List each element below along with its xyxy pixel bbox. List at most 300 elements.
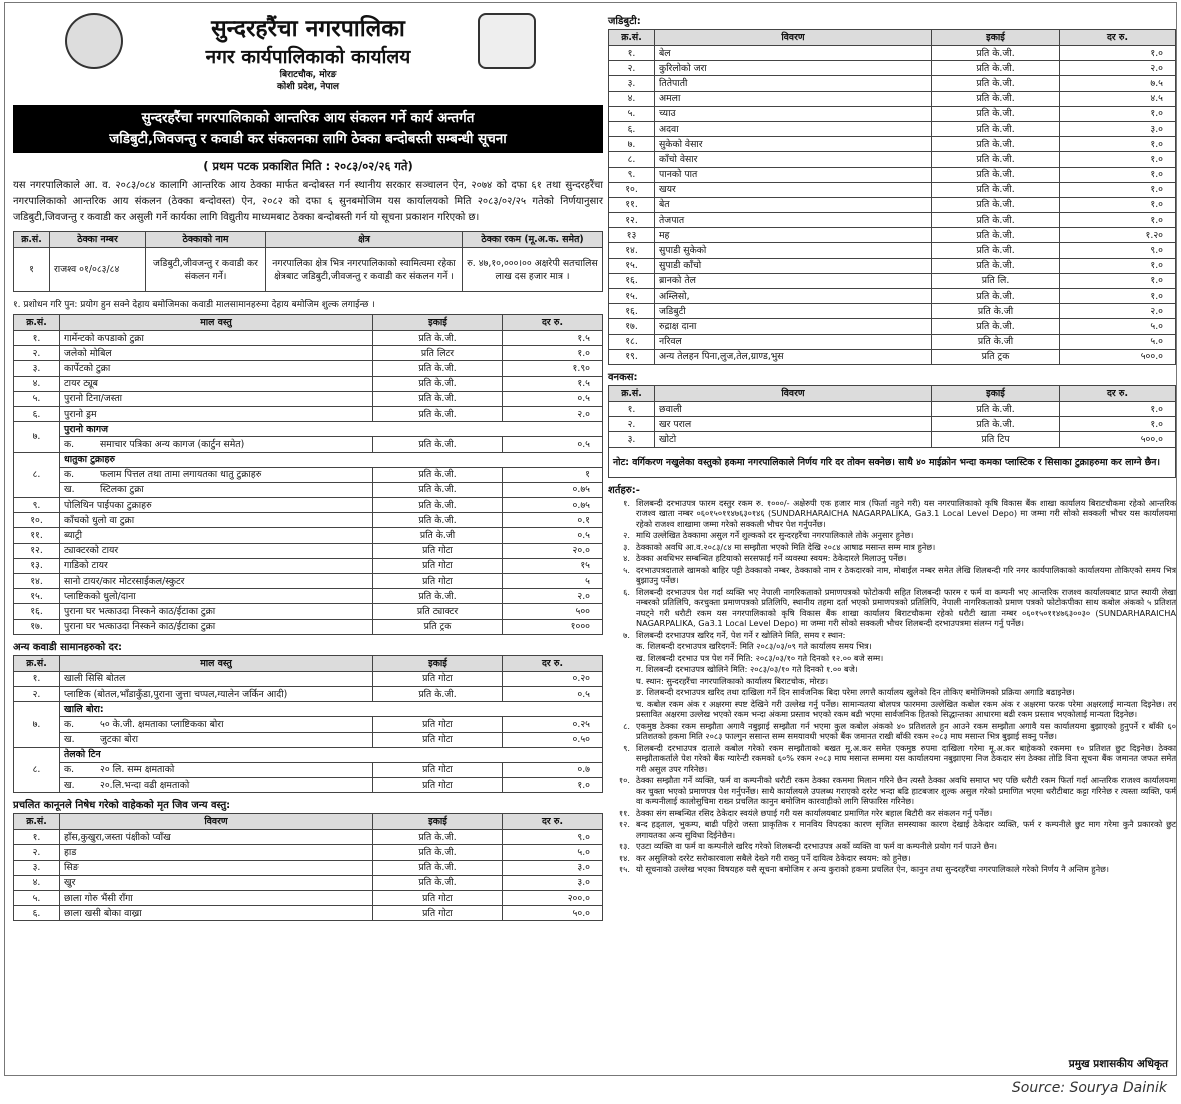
table-cell: १.० (1060, 137, 1176, 152)
forest-title: वनकस: (608, 371, 638, 383)
table-cell: १०. (14, 513, 60, 528)
table-cell: प्रति के.जी. (373, 498, 503, 513)
table-cell: ३. (14, 860, 60, 875)
table-cell: १. (14, 671, 60, 686)
term-item (608, 630, 1176, 641)
table-header: इकाई (373, 655, 503, 671)
term-item (608, 641, 1176, 652)
table-cell: प्रति के.जी. (932, 106, 1060, 121)
table-cell: धातुका टुक्राहरु (60, 452, 603, 467)
term-text: यो सूचनाको उल्लेख भएका विषयहरु यसै सूचना बमोजिम र अन्य कुराको हकमा प्रचलित ऐन, कानुन तथा सुन्दरहरैंचा नगरपालिकाले गरेको निर्णय नै अन्तिम हुनेछ। (636, 864, 1110, 874)
table-row (609, 182, 1176, 197)
terms-title: शर्तहरु:- (608, 484, 640, 496)
term-item (608, 743, 1176, 775)
other-title: अन्य कवाडी सामानहरुको दर: (13, 641, 123, 653)
table-row (14, 498, 603, 513)
table-cell: छाला गोरु भैंसी राँगा (60, 891, 373, 906)
sub-label: ख. (64, 779, 75, 791)
term-number (608, 676, 636, 687)
table-cell: खोटो (655, 432, 932, 447)
table-cell: सानो टायर/कार मोटरसाईकल/स्कुटर (60, 574, 373, 589)
term-number: १०. (618, 775, 630, 785)
table-header: इकाई (932, 385, 1060, 401)
animal-title: प्रचलित कानूनले निषेध गरेको वाहेकको मृत जिव जन्य वस्तु: (13, 800, 231, 812)
table-cell: अन्य तेलहन पिना,लुज,तेल,ग्राण्ड,भुस (655, 349, 932, 364)
table-cell: ८. (14, 452, 60, 498)
term-text: क. शिलबन्दी दरभाउपत्र खरिदगर्ने: मिति २०८३/०३/०९ गते कार्यालय समय भित्र। (636, 641, 872, 651)
sub-text: जुटका बोरा (100, 734, 139, 746)
table-cell: प्रति के.जी. (373, 589, 503, 604)
term-item (608, 565, 1176, 586)
sub-label: ख. (64, 484, 75, 496)
table-cell: २. (609, 61, 655, 76)
table-cell: २. (14, 845, 60, 860)
table-row (609, 334, 1176, 349)
term-item (608, 542, 1176, 553)
table-row (14, 906, 603, 921)
table-cell: ९. (609, 167, 655, 182)
table-cell: १ (503, 467, 603, 482)
table-header: माल वस्तु (60, 655, 373, 671)
table-cell: १.० (1060, 289, 1176, 304)
banner-line1: सुन्दरहरैंचा नगरपालिकाको आन्तरिक आय संकलन गर्ने कार्य अन्तर्गत (141, 110, 475, 126)
table-cell: १.० (1060, 401, 1176, 416)
table-row (14, 717, 603, 732)
table-row (14, 686, 603, 701)
table-cell: प्रति गोटा (373, 543, 503, 558)
table-cell: ०.५ (503, 437, 603, 452)
table-cell: च्याउ (655, 106, 932, 121)
table-cell: प्रति के.जी. (932, 137, 1060, 152)
sub-label: ख. (64, 734, 75, 746)
table-cell: ५००.० (1060, 349, 1176, 364)
term-number: १३. (618, 841, 630, 851)
header-subtitle: नगर कार्यपालिकाको कार्यालय (205, 46, 411, 68)
table-header: क्र.सं. (609, 385, 655, 401)
table-cell: ४. (609, 91, 655, 106)
table-header: क्र.सं. (14, 315, 60, 331)
scrap-table (13, 314, 603, 635)
table-row (14, 361, 603, 376)
table-cell: ३.० (1060, 121, 1176, 136)
table-cell: हाँस,कुखुरा,जस्ता पंक्षीको प्वाँख (60, 830, 373, 845)
table-cell: सुपाडी काँचो (655, 258, 932, 273)
table-cell: प्रति ट्रक (373, 619, 503, 634)
table-row (14, 830, 603, 845)
term-number: १४. (618, 852, 630, 863)
table-row (14, 331, 603, 346)
table-row (609, 61, 1176, 76)
table-cell: १२. (609, 213, 655, 228)
table-cell: प्रति के.जी. (932, 243, 1060, 258)
table-cell: प्रति के.जी. (932, 167, 1060, 182)
table-cell: पुरानो कागज (60, 422, 603, 437)
table-cell: ७. (14, 422, 60, 452)
table-cell: प्रति के.जी. (373, 860, 503, 875)
table-row (609, 401, 1176, 416)
table-cell: काँचको धुलो वा टुक्रा (60, 513, 373, 528)
table-cell: गार्मेन्टको कपडाको टुक्रा (60, 331, 373, 346)
table-cell: ७. (609, 137, 655, 152)
cell: १ (14, 248, 50, 292)
term-item (608, 687, 1176, 698)
table-row (609, 76, 1176, 91)
term-item (608, 853, 1176, 864)
banner-line2: जडिबुटी,जिवजन्तु र कवाडी कर संकलनका लागि ठेक्का बन्दोबस्ती सम्बन्धी सूचना (109, 131, 507, 147)
table-header: क्र.सं. (14, 655, 60, 671)
table-header: दर रु. (1060, 385, 1176, 401)
table-cell: अमला (655, 91, 932, 106)
header (13, 11, 603, 99)
table-cell: १.० (1060, 213, 1176, 228)
table-cell: ०.५ (503, 391, 603, 406)
table-cell: अम्लिसो, (655, 289, 932, 304)
table-cell: ०.७५ (503, 482, 603, 497)
table-cell: २.० (503, 406, 603, 421)
table-cell: १.० (1060, 417, 1176, 432)
table-header: दर रु. (503, 655, 603, 671)
term-text: माथि उल्लेखित ठेक्कामा असुल गर्ने शुल्कको दर सुन्दरहरैंचा नगरपालिकाले तोके अनुसार हुनेछ। (636, 530, 914, 540)
term-text: च. कबोल रकम अंक र अक्षरमा स्पष्ट देखिने गरी उल्लेख गर्नु पर्नेछ। सामान्यतया बोलपत्र फारममा उल्लेखित कबोल रकम अंक र अक्षरमा फरक परेमा अक्षरलाई मान्यता दिइनेछ। तर प्रस्तावित अक्षरमा उल्लेख भएको रकम भन्दा अंकमा प्रस्ताव भएको रकम बढी भएमा सार्वजनिक हितको सिद्धान्तका आधारमा बढी रकम प्रस्ताव भएकोलाई मान्यता दिइनेछ। (636, 698, 1176, 719)
table-cell: प्रति के.जी (932, 304, 1060, 319)
table-cell: २. (14, 346, 60, 361)
term-number: १५. (618, 864, 630, 874)
table-header: इकाई (373, 814, 503, 830)
table-cell: नोट: वर्गिकरण नखुलेका वस्तुको हकमा नगरपालिकाले निर्णय गरि दर तोक्न सक्नेछ। साथै ४० माईक्रोन भन्दा कमका प्लास्टिक र सिसाका टुक्राहरुमा कर लाग्ने छैन। (609, 447, 1176, 477)
table-cell: पुरानो टिना/जस्ता (60, 391, 373, 406)
term-text: ठेक्का संग सम्बन्धित रसिद ठेकेदार स्वयंले छपाई गरी यस कार्यालयबाट प्रमाणित गरेर बहाल बिटौरी कर संकलन गर्नु पर्नेछ। (636, 807, 993, 818)
table-row (609, 213, 1176, 228)
table-cell: १. (14, 830, 60, 845)
table-cell: प्रति टिप (932, 432, 1060, 447)
cell: जडिबुटी,जीवजन्तु र कवाडी कर संकलन गर्ने। (146, 248, 266, 292)
table-cell: २.० (1060, 61, 1176, 76)
table-cell: पोलिथिन पाईपका टुक्राहरु (60, 498, 373, 513)
table-cell: ९.० (503, 830, 603, 845)
th: ठेक्काको नाम (146, 232, 266, 248)
table-row (14, 671, 603, 686)
term-number: ७. (623, 629, 630, 640)
left-column (13, 9, 603, 921)
table-cell: बेल (655, 46, 932, 61)
table-row (14, 574, 603, 589)
animal-table (13, 813, 603, 921)
sub-text: स्टिलका टुक्रा (100, 484, 144, 496)
table-cell: प्रति के.जी. (932, 182, 1060, 197)
table-row (609, 417, 1176, 432)
table-cell: जलेको मोबिल (60, 346, 373, 361)
table-cell: २००.० (503, 891, 603, 906)
table-row (609, 349, 1176, 364)
table-cell: प्रति के.जी. (373, 875, 503, 890)
sub-text: २० लि. सम्म क्षमताको (100, 764, 175, 776)
table-cell: प्रति के.जी. (373, 376, 503, 391)
table-cell: ०.५ (503, 686, 603, 701)
term-text: बन्द हड्ताल, भुकम्प, बाढी पहिरो जस्ता प्राकृतिक र मानविय विपदका कारण सृजित समस्याका कारण देखाई ठेकेदार व्यक्ति, फर्म र कम्पनीले छुट माग गरेमा कुनै प्रकारको छुट लगायतका अन्य सुविधा दिईनेछैन। (636, 819, 1176, 840)
table-cell: ३. (609, 432, 655, 447)
table-cell: १.५ (503, 331, 603, 346)
sub-label: क. (64, 438, 75, 450)
table-row (609, 319, 1176, 334)
table-cell: ५. (609, 106, 655, 121)
table-cell: ३. (609, 76, 655, 91)
table-header: क्र.सं. (609, 30, 655, 46)
table-header: इकाई (932, 30, 1060, 46)
table-row (14, 762, 603, 777)
term-text: शिलबन्दी दरभाउपत्र खरिद गर्ने, पेश गर्ने र खोलिने मिति, समय र स्थान: (636, 629, 846, 640)
table-cell: १९. (609, 349, 655, 364)
table-cell: खालि बोरा: (60, 702, 603, 717)
table-cell (60, 732, 373, 747)
table-cell: ०.१ (503, 513, 603, 528)
table-cell: ११. (14, 528, 60, 543)
table-row (14, 604, 603, 619)
table-cell: ०.५० (503, 732, 603, 747)
th: ठेक्का नम्बर (50, 232, 146, 248)
term-item (608, 653, 1176, 664)
table-cell: १.० (503, 778, 603, 793)
table-cell: सिङ (60, 860, 373, 875)
term-number: ६. (623, 586, 630, 597)
table-cell: ५.० (1060, 334, 1176, 349)
table-cell: बेत (655, 197, 932, 212)
table-cell: ६. (14, 906, 60, 921)
table-cell: ब्रानको तेल (655, 273, 932, 288)
term-item (608, 819, 1176, 840)
right-column (608, 9, 1176, 876)
table-row (609, 106, 1176, 121)
table-cell: १७. (14, 619, 60, 634)
header-address1: बिराटचौक, मोरङ (279, 70, 337, 80)
herb-title: जडिबुटी: (608, 16, 641, 27)
table-cell: ८. (14, 747, 60, 793)
table-cell: १.० (1060, 152, 1176, 167)
table-cell: प्रति के.जी. (932, 76, 1060, 91)
sub-text: समाचार पत्रिका अन्य कागज (कार्टुन समेत) (100, 438, 245, 450)
table-row (14, 406, 603, 421)
table-cell: १. (609, 401, 655, 416)
table-cell (60, 762, 373, 777)
table-cell: प्रति के.जी. (932, 401, 1060, 416)
term-text: दरभाउपत्रदाताले खामको बाहिर पट्टी ठेक्काको नम्बर, ठेक्काको नाम र ठेकदारको नाम, मोबाईल नम्बर समेत लेखि शिलबन्दी गरि नगर कार्यपालिकाको कार्यालयमा तोकिएको समय भित्र बुझाउनु पर्नेछ। (636, 564, 1176, 585)
table-row (609, 91, 1176, 106)
table-cell: १५. (14, 589, 60, 604)
table-cell: तितेपाती (655, 76, 932, 91)
scrap-note: १. प्रशोधन गरि पुन: प्रयोग हुन सक्ने देहाय बमोजिमका कवाडी मालसामानहरुमा देहाय बमोजिम शुल्क लगाईन्छ । (13, 300, 375, 310)
emblem-icon (65, 13, 123, 69)
table-row (14, 513, 603, 528)
table-cell: १.० (1060, 258, 1176, 273)
table-cell: प्रति गोटा (373, 717, 503, 732)
table-cell: प्रति के.जी. (373, 513, 503, 528)
table-cell: १००० (503, 619, 603, 634)
table-cell: प्रति के.जी. (932, 258, 1060, 273)
term-number: ३. (623, 541, 630, 552)
table-cell: प्रति गोटा (373, 891, 503, 906)
published-date: ( प्रथम पटक प्रकाशित मिति : २०८३/०२/२६ गते) (203, 159, 413, 173)
terms-list (608, 498, 1176, 875)
table-cell: प्रति ट्रक (932, 349, 1060, 364)
table-row (14, 558, 603, 573)
table-cell: जडिबुटी (655, 304, 932, 319)
table-cell: प्रति के.जी. (373, 686, 503, 701)
term-item (608, 721, 1176, 742)
table-cell: १.० (1060, 273, 1176, 288)
table-cell: प्रति के.जी. (932, 121, 1060, 136)
table-row (14, 619, 603, 634)
table-cell: ३.० (503, 860, 603, 875)
signature: प्रमुख प्रशासकीय अधिकृत (1068, 1058, 1168, 1070)
table-cell: टायर ट्यूब (60, 376, 373, 391)
term-text: एकमुष्ठ ठेक्का रकम सम्झौता अगावै नबुझाई सम्झौता गर्न भएमा कुल कबोल अंकको ४० प्रतिशतले हुन आउने रकम सम्झौता अगावै यस कार्यालयमा बुझाएको हुनुपर्ने र बाँकी ६० प्रतिशतको हकमा मिति २०८३ फाल्गुन ससान्त सम्म समयावधी भएको बैंक जमानत राखी बाँकी रकम २०८३ माघ मसान्त भित्र बुझाई सक्नु पर्नेछ। (636, 720, 1176, 741)
table-cell: प्रति के.जी. (932, 289, 1060, 304)
table-cell: ५.० (1060, 319, 1176, 334)
sub-text: २०.लि.भन्दा वढी क्षमताको (100, 779, 190, 791)
table-row (14, 437, 603, 452)
table-cell: प्रति के.जी. (932, 61, 1060, 76)
term-number (608, 653, 636, 664)
cell: राजश्व ०१/०८३/८४ (50, 248, 146, 292)
table-cell: छाला खसी बोका वाख्रा (60, 906, 373, 921)
table-row (14, 467, 603, 482)
table-header: क्र.सं. (14, 814, 60, 830)
table-cell: पुरानो ड्रम (60, 406, 373, 421)
table-cell: ९. (14, 498, 60, 513)
term-text: घ. स्थान: सुन्दरहरैंचा नगरपालिकाको कार्यालय बिराटचोक, मोरङ। (636, 675, 829, 686)
table-cell (60, 482, 373, 497)
table-cell: ७. (14, 702, 60, 748)
table-cell: १६. (14, 604, 60, 619)
table-row (14, 543, 603, 558)
term-text: एउटा व्यक्ति वा फर्म वा कम्पनीले खरिद गरेको शिलबन्दी दरभाउपत्र अर्को व्यक्ति वा फर्म वा कम्पनीले प्रयोग गर्न पाउने छैन। (636, 841, 997, 851)
table-cell: प्रति के.जी. (932, 417, 1060, 432)
term-number: ५. (623, 564, 630, 575)
header-address2: कोशी प्रदेश, नेपाल (277, 82, 339, 92)
table-cell: ३.० (503, 875, 603, 890)
term-text: ग. शिलबन्दी दरभाउपत्र खोलिने मिति: २०८३/०३/१० गते दिनको १.०० बजे। (636, 664, 858, 674)
sub-label: क. (64, 718, 75, 730)
intro-paragraph: यस नगरपालिकाले आ. व. २०८३/०८४ कालागि आन्तरिक आय ठेक्का मार्फत बन्दोबस्त गर्न स्थानीय सरकार सञ्चालन ऐन, २०७४ को दफा ६१ तथा सुन्दरहरैंचा नगरपालिकाको आन्तरिक आय संकलन (ठेक्का बन्दोवस्त) ऐन, २०८२ को दफा ६ सुनबमोजिम यस कार्यालयको मिति २०८३/०२/२५ गतेको निर्णयानुसार जडिबुटी,जिवजन्तु र कवाडी कर असुली गर्ने कार्यका लागि विद्युतीय माध्यमबाट ठेक्का बन्दोबस्ती गर्न यो सूचना प्रकाशन गरिएको छ। (13, 180, 603, 223)
table-row (609, 46, 1176, 61)
table-row (609, 243, 1176, 258)
table-header: विवरण (60, 814, 373, 830)
table-cell: प्रति के.जी. (932, 228, 1060, 243)
table-cell: प्रति गोटा (373, 574, 503, 589)
table-cell: प्रति के.जी. (373, 467, 503, 482)
table-cell: प्रति के.जी. (932, 152, 1060, 167)
table-cell: १६. (609, 273, 655, 288)
table-cell: अदवा (655, 121, 932, 136)
term-item (608, 498, 1176, 530)
notice-paper (4, 2, 1177, 1076)
table-cell: प्रति के.जी. (932, 319, 1060, 334)
table-cell: ०.२० (503, 671, 603, 686)
table-cell: ४. (14, 376, 60, 391)
forest-table (608, 385, 1176, 478)
table-cell: १.० (503, 346, 603, 361)
table-cell: ६. (609, 121, 655, 136)
term-number: १. (623, 497, 630, 508)
term-text: ख. शिलबन्दी दरभाउ पत्र पेश गर्ने मिति: २०८३/०३/१० गते दिनको १२.०० बजे सम्म। (636, 652, 884, 663)
term-text: शिलबन्दी दरभाउपत्र पेश गर्दा व्यक्ति भए नेपाली नागरिकताको प्रमाणपत्रको फोटोकपी सहित शिलबन्दी फारम र फर्म वा कम्पनी भए आन्तरिक राजश्व कार्यालयबाट प्राप्त स्थायी लेखा नम्बरको प्रतिलिपि, करचुक्ता प्रमाणपत्रको प्रतिलिपि, स्थानीय तहमा दर्ता भएको प्रमाणपत्रको प्रतिलिपि, नेपाली नागरिकताको प्रमाण पत्रको फोटोकपीका साथ कबोल अंकको ५ प्रतिशत नघट्ने गरी धरौटी रकम यस नगरपालिकाको कृषि विकास बैंक शाखा कार्यालय बिराटचौकमा रहेको धरौटी खाता नम्बर ०६०१५०११४७६३००३० (SUNDARHARAICHA NAGARPALIKA, Ga3.1 Local Level Depo) मा जम्मा गरी सोको सक्कली भौचर शिलबन्दी दरभाउपत्रमा संलग्न गर्नु पर्नेछ। (636, 586, 1176, 628)
table-cell: १५. (609, 289, 655, 304)
table-cell: कार्पेटको टुक्रा (60, 361, 373, 376)
table-cell: १.० (1060, 46, 1176, 61)
herb-table (608, 29, 1176, 365)
table-cell: १५. (609, 258, 655, 273)
term-item (608, 699, 1176, 720)
term-text: ठेक्का अवधिभर सम्बन्धित हटियाको सरसफाई गर्ने व्यवस्था स्वयम: ठेकेदारले मिलाउनु पर्नेछ। (636, 553, 907, 563)
table-cell: २. (14, 686, 60, 701)
term-number: १२. (618, 819, 630, 829)
table-cell: १. (609, 46, 655, 61)
table-header: इकाई (373, 315, 503, 331)
term-item (608, 587, 1176, 629)
table-cell: खर पराल (655, 417, 932, 432)
table-cell: प्रति के.जी (932, 334, 1060, 349)
cell: रु. ४७,१०,०००।०० अक्षरेपी सतचालिस लाख दस हजार मात्र । (463, 248, 603, 292)
table-cell: प्लाष्टिक (बोतल,भाँडाकुँडा,पुराना जुत्ता चप्पल,ग्यालेन जर्किन आदी) (60, 686, 373, 701)
table-cell: ४. (14, 875, 60, 890)
term-text: ठेक्का सम्झौता गर्ने व्यक्ति, फर्म वा कम्पनीको धरौटी रकम ठेक्का रकममा मिलान गरिने छैन त्यस्तै ठेक्का अवधि समाप्त भए पछि धरौटी रकम फिर्ता गर्दा आन्तरिक राजश्व कार्यालयमा कर चुक्ता भएको प्रमाणपत्र पेश गर्नुपर्नेछ। साथै कार्यालयले उपलब्ध गराएको दररेट भन्दा बढि हाटबजार शुल्क असुल गरेको प्रमाणित भएमा धरौटीबाट कट्टा गरिनेछ र त्यस्ता व्यक्ति, फर्म वा कम्पनीलाई कालोसुचिमा राख्न प्रचलित कानुन बमोजिम कारवाहीको लागि सिफारिस गरिनेछ। (636, 775, 1176, 806)
table-row (609, 137, 1176, 152)
term-number: ९. (623, 742, 630, 753)
term-text: ङ. शिलबन्दी दरभाउपत्र खरिद तथा दाखिला गर्ने दिन सार्वजनिक बिदा परेमा लगत्तै कार्यालय खुलेको दिन तोकिए बमोजिमको प्रक्रिया अगाडि बढाइनेछ। (636, 687, 1075, 697)
table-header: विवरण (655, 385, 932, 401)
table-cell: ५ (503, 574, 603, 589)
table-cell: ५०.० (503, 906, 603, 921)
table-cell: मह (655, 228, 932, 243)
table-cell: पुराना घर भत्काउदा निस्कने काठ/ईटाका टुक्रा (60, 604, 373, 619)
table-cell: ब्याट्री (60, 528, 373, 543)
table-cell: ३. (14, 361, 60, 376)
table-cell: प्रति लि. (932, 273, 1060, 288)
table-cell: प्रति गोटा (373, 778, 503, 793)
term-number (608, 687, 636, 698)
table-cell: १६. (609, 304, 655, 319)
sub-text: फलाम पित्तल तथा तामा लगायतका धातु टुक्राहरु (100, 469, 262, 481)
table-cell: ६. (14, 406, 60, 421)
table-cell: प्रति के.जी. (932, 213, 1060, 228)
table-cell: प्रति के.जी. (932, 197, 1060, 212)
table-cell: प्रति के.जी. (373, 437, 503, 452)
table-cell: हाड (60, 845, 373, 860)
term-text: शिलबन्दी दरभाउपत्र फारम दस्तुर रकम रु. १०००/- अक्षेरुपी एक हजार मात्र (फिर्ता नहुने गरी) यस नगरपालिकाको कृषि विकास बैंक शाखा कार्यालय बिराटचौकमा रहेको आन्तरिक राजश्व खाता नम्बर ०६०१५०११४७६३०१४६ (SUNDARHARAICHA NAGARPALIKA, Ga3.1 Local Level Depo) मा जम्मा गरी सोको सक्कली भौचर यस कार्यालयमा रहेको राजश्व शाखामा जम्मा गरेको सक्कली भौचर पेश गर्नुपर्नेछ। (636, 497, 1176, 529)
table-row (14, 589, 603, 604)
table-cell: १३ (609, 228, 655, 243)
table-cell: प्रति ट्याक्टर (373, 604, 503, 619)
table-cell: प्रति के.जी. (373, 482, 503, 497)
table-row (14, 845, 603, 860)
table-cell: १. (14, 331, 60, 346)
table-cell: प्रति लिटर (373, 346, 503, 361)
table-cell: २. (609, 417, 655, 432)
table-cell (60, 467, 373, 482)
table-cell: ५. (14, 891, 60, 906)
table-row (14, 346, 603, 361)
source-caption: Source: Sourya Dainik (1011, 1080, 1167, 1096)
table-cell: सुकेको वेसार (655, 137, 932, 152)
table-row (609, 432, 1176, 447)
table-header: विवरण (655, 30, 932, 46)
term-number (608, 641, 636, 652)
table-cell: प्रति के.जी. (373, 331, 503, 346)
table-row (609, 228, 1176, 243)
table-cell: प्रति गोटा (373, 671, 503, 686)
table-cell: प्रति के.जी. (373, 361, 503, 376)
table-cell: ५.० (503, 845, 603, 860)
table-cell: १४. (609, 243, 655, 258)
